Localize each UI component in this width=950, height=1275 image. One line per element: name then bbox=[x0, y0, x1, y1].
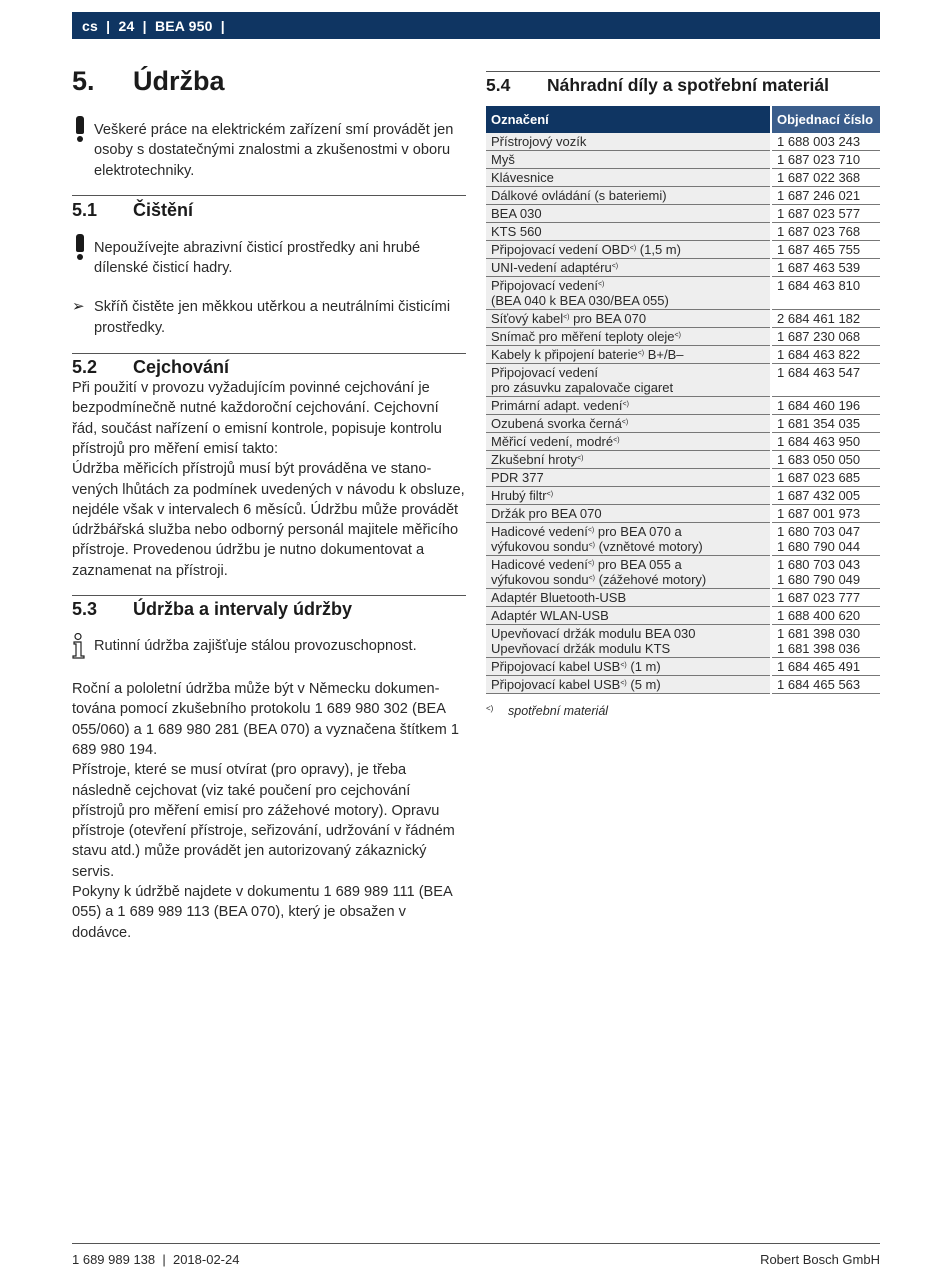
order-number-cell: 1 684 463 822 bbox=[771, 346, 880, 364]
part-name-cell: Ozubená svorka černá<) bbox=[486, 415, 771, 433]
section-5-4-number: 5.4 bbox=[486, 75, 511, 95]
order-number-cell: 1 684 465 491 bbox=[771, 658, 880, 676]
order-number-cell: 1 681 354 035 bbox=[771, 415, 880, 433]
part-name-cell: Adaptér Bluetooth-USB bbox=[486, 589, 771, 607]
section-5-1-warning bbox=[72, 238, 466, 279]
table-row bbox=[486, 310, 880, 328]
order-number-cell: 1 687 001 973 bbox=[771, 505, 880, 523]
part-name-cell: Myš bbox=[486, 151, 771, 169]
section-5-warning bbox=[72, 120, 466, 181]
section-5-3-info bbox=[72, 636, 466, 659]
section-5-3-text-2: Přístroje, které se musí otvírat (pro opravy), je třeba následně cejchovat (viz také poučení pro cejchování přístrojů pro měření emisí pro zážehové motory). Opravu přístroje (otevření přístroje, seřizování, udržování v řádném stavu atd.) může provádět jen autorizovaný zákaznický servis. bbox=[72, 762, 455, 880]
part-name-cell: KTS 560 bbox=[486, 223, 771, 241]
part-name-cell: Klávesnice bbox=[486, 169, 771, 187]
order-number-cell: 1 684 460 196 bbox=[771, 397, 880, 415]
section-5-1-warning-text: Nepoužívejte abrazivní čisticí prostředky ani hrubé dílenské čisticí hadry. bbox=[94, 239, 421, 277]
table-row bbox=[486, 241, 880, 259]
section-5-1-title: Čištění bbox=[133, 199, 194, 220]
order-number-cell: 1 687 023 710 bbox=[771, 151, 880, 169]
section-5-1-step-text: Skříň čistěte jen měkkou utěrkou a neutrálními čisticími prostředky. bbox=[94, 299, 451, 336]
divider bbox=[486, 71, 880, 72]
section-5-title: Údržba bbox=[133, 66, 225, 96]
table-row bbox=[486, 625, 880, 658]
order-number-cell: 1 688 400 620 bbox=[771, 607, 880, 625]
parts-table-body bbox=[486, 133, 880, 694]
part-name-cell: PDR 377 bbox=[486, 469, 771, 487]
header-page: 24 bbox=[118, 17, 135, 34]
part-name-cell: Adaptér WLAN-USB bbox=[486, 607, 771, 625]
part-name-cell: Zkušební hroty<) bbox=[486, 451, 771, 469]
header-sep-1: | bbox=[97, 17, 119, 34]
part-name-cell: Měřicí vedení, modré<) bbox=[486, 433, 771, 451]
part-name-cell: Hrubý filtr<) bbox=[486, 487, 771, 505]
part-name-cell: Připojovací vedení<) (BEA 040 k BEA 030/BEA 055) bbox=[486, 277, 771, 310]
header-sep-2: | bbox=[134, 17, 155, 34]
header-lang: cs bbox=[82, 17, 98, 34]
order-number-cell: 2 684 461 182 bbox=[771, 310, 880, 328]
table-row bbox=[486, 259, 880, 277]
right-column bbox=[486, 62, 880, 718]
table-row bbox=[486, 133, 880, 151]
parts-table bbox=[486, 106, 880, 694]
section-5-3-heading bbox=[72, 599, 466, 620]
part-name-cell: Připojovací kabel USB<) (5 m) bbox=[486, 676, 771, 694]
page-footer bbox=[72, 1243, 880, 1267]
table-footnote bbox=[486, 704, 880, 718]
table-row bbox=[486, 364, 880, 397]
section-5-3-info-text: Rutinní údržba zajišťuje stálou provozuschopnost. bbox=[94, 638, 417, 655]
order-number-cell: 1 684 463 950 bbox=[771, 433, 880, 451]
header-sep-3: | bbox=[212, 17, 225, 34]
part-name-cell: Hadicové vedení<) pro BEA 070 a výfukovou sondu<) (vznětové motory) bbox=[486, 523, 771, 556]
footer-company: Robert Bosch GmbH bbox=[760, 1252, 880, 1267]
table-row bbox=[486, 223, 880, 241]
section-5-1-number: 5.1 bbox=[72, 199, 98, 220]
footnote-mark: <) bbox=[486, 704, 494, 713]
info-icon bbox=[72, 633, 88, 659]
order-number-cell: 1 687 246 021 bbox=[771, 187, 880, 205]
order-number-cell: 1 684 465 563 bbox=[771, 676, 880, 694]
table-row bbox=[486, 346, 880, 364]
part-name-cell: Kabely k připojení baterie<) B+/B– bbox=[486, 346, 771, 364]
part-name-cell: UNI-vedení adaptéru<) bbox=[486, 259, 771, 277]
table-row bbox=[486, 187, 880, 205]
table-row bbox=[486, 451, 880, 469]
table-row bbox=[486, 469, 880, 487]
part-name-cell: Hadicové vedení<) pro BEA 055 a výfukovou sondu<) (zážehové motory) bbox=[486, 556, 771, 589]
footnote-text: spotřební materiál bbox=[508, 704, 609, 718]
section-5-2-number: 5.2 bbox=[72, 357, 98, 378]
table-row bbox=[486, 556, 880, 589]
table-row bbox=[486, 397, 880, 415]
section-5-heading bbox=[72, 66, 466, 108]
order-number-cell: 1 687 023 777 bbox=[771, 589, 880, 607]
order-number-cell: 1 687 230 068 bbox=[771, 328, 880, 346]
footer-date: 2018-02-24 bbox=[172, 1252, 240, 1267]
part-name-cell: Primární adapt. vedení<) bbox=[486, 397, 771, 415]
part-name-cell: Připojovací kabel USB<) (1 m) bbox=[486, 658, 771, 676]
section-5-number: 5. bbox=[72, 66, 95, 96]
table-row bbox=[486, 589, 880, 607]
order-number-cell: 1 684 463 547 bbox=[771, 364, 880, 397]
section-5-2-title: Cejchování bbox=[133, 357, 230, 378]
table-row bbox=[486, 676, 880, 694]
order-number-cell: 1 687 432 005 bbox=[771, 487, 880, 505]
part-name-cell: BEA 030 bbox=[486, 205, 771, 223]
order-number-cell: 1 683 050 050 bbox=[771, 451, 880, 469]
table-row bbox=[486, 328, 880, 346]
section-5-3-text-3: Pokyny k údržbě najdete v dokumentu 1 689 989 111 (BEA 055) a 1 689 989 113 (BEA 070), který je obsažen v dodávce. bbox=[72, 884, 452, 941]
divider bbox=[72, 595, 466, 596]
section-5-3-number: 5.3 bbox=[72, 599, 98, 620]
table-header-row bbox=[486, 106, 880, 133]
order-number-cell: 1 687 023 577 bbox=[771, 205, 880, 223]
header-model: BEA 950 bbox=[154, 17, 213, 34]
divider bbox=[72, 195, 466, 196]
column-header-order-number: Objednací číslo bbox=[771, 106, 880, 133]
table-row bbox=[486, 658, 880, 676]
table-row bbox=[486, 205, 880, 223]
order-number-cell: 1 687 023 768 bbox=[771, 223, 880, 241]
section-5-3-text: Roční a pololetní údržba může být v Německu dokumentována pomocí zkušebního protokolu 1 689 980 302 (BEA 055/060) a 1 689 980 281 (BEA 070) a vyznačena štítkem 1 689 980 194. bbox=[72, 681, 459, 758]
order-number-cell: 1 688 003 243 bbox=[771, 133, 880, 151]
order-number-cell: 1 687 023 685 bbox=[771, 469, 880, 487]
section-5-2-text-2: Údržba měřicích přístrojů musí být prováděna ve stanovených lhůtách za podmínek uvedených v návodu k obsluze, nejdéle však v intervalech 6 měsíců. Údržbu může provádět údržbářská služba nebo odborný personál majitele měřicího přístroje. Provedenou údržbu je nutno dokumentovat a zaznamenat na přístroji. bbox=[72, 461, 465, 579]
part-name-cell: Dálkové ovládání (s bateriemi) bbox=[486, 187, 771, 205]
part-name-cell: Připojovací vedení pro zásuvku zapalovače cigaret bbox=[486, 364, 771, 397]
part-name-cell: Přístrojový vozík bbox=[486, 133, 771, 151]
divider bbox=[72, 353, 466, 354]
order-number-cell: 1 680 703 047 1 680 790 044 bbox=[771, 523, 880, 556]
column-header-name: Označení bbox=[486, 106, 771, 133]
order-number-cell: 1 687 022 368 bbox=[771, 169, 880, 187]
table-row bbox=[486, 487, 880, 505]
order-number-cell: 1 680 703 043 1 680 790 049 bbox=[771, 556, 880, 589]
part-name-cell: Upevňovací držák modulu BEA 030 Upevňovací držák modulu KTS bbox=[486, 625, 771, 658]
section-5-4-title: Náhradní díly a spotřební materiál bbox=[547, 75, 830, 95]
section-5-3-title: Údržba a intervaly údržby bbox=[133, 599, 353, 620]
section-5-warning-text: Veškeré práce na elektrickém zařízení smí provádět jen osoby s dostatečnými znalostmi a zkušenostmi v oboru elektrotechniky. bbox=[94, 122, 454, 179]
table-row bbox=[486, 151, 880, 169]
left-column bbox=[72, 62, 466, 943]
section-5-2-text: Při použití v provozu vyžadujícím povinné cejchování je bezpodmínečně nutné každoroční cejchování. Cejchovní řád, součást nařízení o emisní kontrole, popisuje kontrolu přístrojů pro měření emisí takto: bbox=[72, 380, 442, 457]
table-row bbox=[486, 415, 880, 433]
part-name-cell: Připojovací vedení OBD<) (1,5 m) bbox=[486, 241, 771, 259]
part-name-cell: Držák pro BEA 070 bbox=[486, 505, 771, 523]
footer-doc-number: 1 689 989 138 bbox=[72, 1252, 156, 1267]
table-row bbox=[486, 523, 880, 556]
table-row bbox=[486, 277, 880, 310]
section-5-1-heading bbox=[72, 200, 466, 221]
arrowhead-icon: ➢ bbox=[72, 298, 85, 316]
table-row bbox=[486, 607, 880, 625]
part-name-cell: Síťový kabel<) pro BEA 070 bbox=[486, 310, 771, 328]
footer-sep: | bbox=[155, 1252, 173, 1267]
order-number-cell: 1 687 465 755 bbox=[771, 241, 880, 259]
table-row bbox=[486, 433, 880, 451]
section-5-2-heading bbox=[72, 357, 466, 378]
exclamation-icon bbox=[75, 116, 84, 142]
exclamation-icon bbox=[75, 234, 84, 260]
order-number-cell: 1 687 463 539 bbox=[771, 259, 880, 277]
header-bar bbox=[72, 12, 880, 39]
table-row bbox=[486, 169, 880, 187]
order-number-cell: 1 684 463 810 bbox=[771, 277, 880, 310]
table-row bbox=[486, 505, 880, 523]
part-name-cell: Snímač pro měření teploty oleje<) bbox=[486, 328, 771, 346]
section-5-4-heading bbox=[486, 75, 880, 96]
section-5-1-step bbox=[72, 297, 466, 338]
order-number-cell: 1 681 398 030 1 681 398 036 bbox=[771, 625, 880, 658]
